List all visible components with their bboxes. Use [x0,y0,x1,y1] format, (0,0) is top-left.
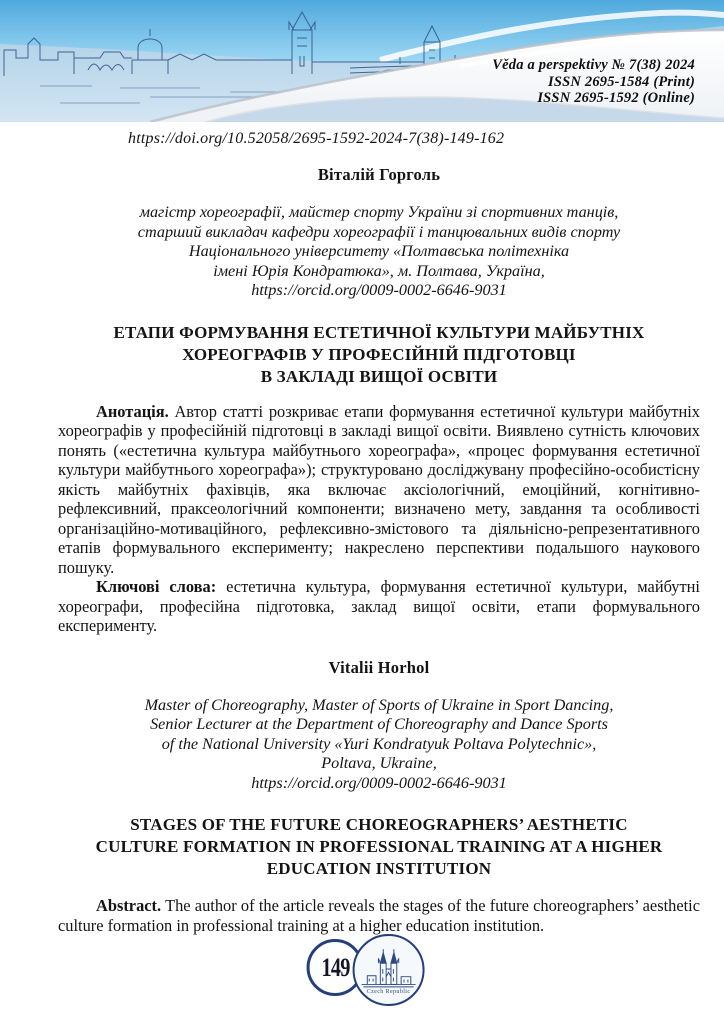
article-title-ua [58,322,700,388]
page-header [0,0,724,122]
title-en-line: CULTURE FORMATION IN PROFESSIONAL TRAINING AT A HIGHER [95,837,663,856]
article-title-en [58,814,700,880]
affiliation-ua-line: Національного університету «Полтавська політехніка [188,242,570,260]
affiliation-ua-line: імені Юрія Кондратюка», м. Полтава, Україна, [213,261,545,280]
title-en-line: STAGES OF THE FUTURE CHOREOGRAPHERS’ AESTHETIC [130,815,628,834]
journal-info [492,57,695,107]
affiliation-en-line: Senior Lecturer at the Department of Choreography and Dance Sports [150,715,608,733]
author-name-ua: Віталій Горголь [317,165,441,184]
orcid-link-en[interactable]: https://orcid.org/0009-0002-6646-9031 [251,773,507,792]
affiliation-ua-line: магістр хореографії, майстер спорту України зі спортивних танців, [139,203,619,221]
affiliation-en-line: Poltava, Ukraine, [321,754,437,772]
title-en-line: EDUCATION INSTITUTION [266,859,492,878]
title-ua-line: ЕТАПИ ФОРМУВАННЯ ЕСТЕТИЧНОЇ КУЛЬТУРИ МАЙБУТНІХ [113,322,645,342]
journal-stamp [353,934,425,1006]
abstract-en-text: The author of the article reveals the stages of the future choreographers’ aesthetic culture formation in professional training at a higher education institution. [58,896,700,935]
article-content [0,130,724,935]
title-ua-line: ХОРЕОГРАФІВ У ПРОФЕСІЙНІЙ ПІДГОТОВЦІ [182,344,576,364]
title-ua-line: В ЗАКЛАДІ ВИЩОЇ ОСВІТИ [260,366,498,386]
keywords-ua [58,577,700,636]
affiliation-en-line: Master of Choreography, Master of Sports of Ukraine in Sport Dancing, [144,695,614,714]
orcid-link-ua[interactable]: https://orcid.org/0009-0002-6646-9031 [251,281,507,299]
abstract-ua [58,402,700,578]
affiliation-ua [58,203,700,301]
footer-badge [307,934,433,1008]
affiliation-ua-line: старший викладач кафедри хореографії і танцювальних видів спорту [137,222,621,241]
affiliation-en [58,696,700,794]
author-name-en: Vitalii Horhol [328,657,430,677]
abstract-ua-label: Анотація. [96,401,169,421]
abstract-ua-text: Автор статті розкриває етапи формування естетичної культури майбутніх хореографів у професійній підготовці в закладі вищої освіти. Виявлено сутність ключових понять («естетична культура майбутнього хореографа», «процес формування естетичної культури майбутнього хореографа»); структуровано досліджувану професійно-особистісну якість майбутніх фахівців, яка включає аксіологічний, емоційний, когнітивно-рефлексивний, праксеологічний компоненти; визначено мету, завдання та особливості організаційно-мотиваційного, рефлексивно-змістового та діяльнісно-репрезентативного етапів формувального експерименту; накреслено перспективи подальшого наукового пошуку. [58,401,700,577]
doi-link[interactable]: https://doi.org/10.52058/2695-1592-2024-7(38)-149-162 [128,130,505,147]
abstract-en [58,896,700,935]
journal-issue-line: Věda a perspektivy № 7(38) 2024 [492,57,695,73]
issn-online: ISSN 2695-1592 (Online) [537,90,695,106]
issn-print: ISSN 2695-1584 (Print) [548,73,695,90]
abstract-en-label: Abstract. [96,896,162,915]
keywords-ua-text: естетична культура, формування естетичної культури, майбутні хореографи, професійна підготовка, заклад вищої освіти, етапи формувального експерименту. [58,577,700,635]
page-number: 149 [321,952,350,982]
stamp-label: Czech Republic [366,988,411,995]
keywords-ua-label: Ключові слова: [96,577,217,596]
affiliation-en-line: of the National University «Yuri Kondratyuk Poltava Polytechnic», [161,734,597,753]
cathedral-stamp-icon [360,946,418,990]
